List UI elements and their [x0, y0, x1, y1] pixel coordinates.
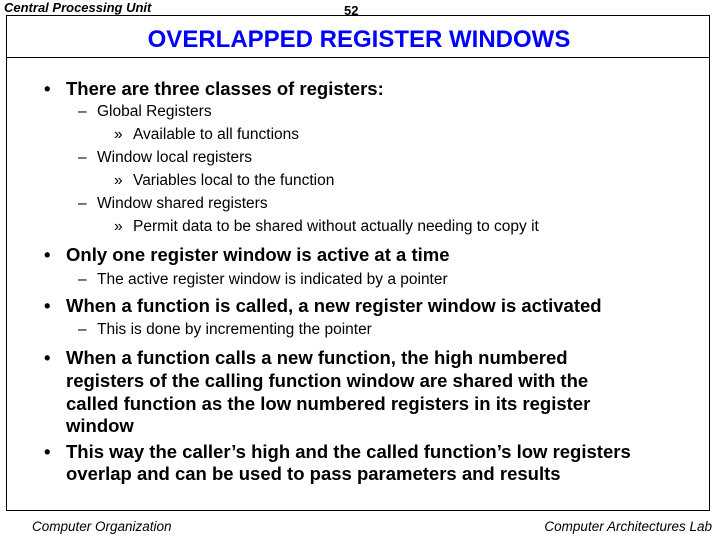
- bullet-marker: •: [44, 244, 51, 265]
- footer-left: Computer Organization: [32, 519, 172, 534]
- dash-marker: –: [78, 103, 87, 120]
- bullet-4-line-3: called function as the low numbered registers in its register: [66, 393, 591, 414]
- sub-sub-item-global-text: Available to all functions: [133, 126, 300, 143]
- bullet-marker: •: [44, 347, 51, 368]
- bullet-4-line-1: When a function calls a new function, the high numbered: [66, 347, 568, 368]
- sub-sub-item-local-text: Variables local to the function: [133, 172, 335, 189]
- bullet-marker: •: [44, 441, 51, 462]
- chevron-marker: »: [114, 218, 123, 235]
- bullet-5-line-1: This way the caller’s high and the called function’s low registers: [66, 441, 631, 462]
- chevron-marker: »: [114, 172, 123, 189]
- sub-item-increment-text: This is done by incrementing the pointer: [97, 321, 372, 338]
- dash-marker: –: [78, 149, 87, 166]
- sub-sub-item-shared-text: Permit data to be shared without actually needing to copy it: [133, 218, 539, 235]
- sub-item-shared-text: Window shared registers: [97, 195, 268, 212]
- dash-marker: –: [78, 195, 87, 212]
- bullet-2-text: Only one register window is active at a time: [66, 244, 450, 265]
- bullet-1-text: There are three classes of registers:: [66, 78, 384, 99]
- footer-right: Computer Architectures Lab: [544, 519, 712, 534]
- bullet-4-line-4: window: [66, 415, 134, 436]
- sub-item-pointer-text: The active register window is indicated by a pointer: [97, 271, 448, 288]
- bullet-3-text: When a function is called, a new register window is activated: [66, 295, 602, 316]
- bullet-marker: •: [44, 295, 51, 316]
- dash-marker: –: [78, 271, 87, 288]
- sub-item-local-text: Window local registers: [97, 149, 253, 166]
- chevron-marker: »: [114, 126, 123, 143]
- dash-marker: –: [78, 321, 87, 338]
- bullet-4-line-2: registers of the calling function window are shared with the: [66, 370, 589, 391]
- page-number: 52: [344, 3, 359, 18]
- title-divider: [6, 57, 710, 58]
- header-course: Central Processing Unit: [4, 0, 152, 15]
- bullet-marker: •: [44, 78, 51, 99]
- bullet-5-line-2: overlap and can be used to pass parameters and results: [66, 463, 561, 484]
- sub-item-global-text: Global Registers: [97, 103, 212, 120]
- slide-title: OVERLAPPED REGISTER WINDOWS: [147, 26, 571, 53]
